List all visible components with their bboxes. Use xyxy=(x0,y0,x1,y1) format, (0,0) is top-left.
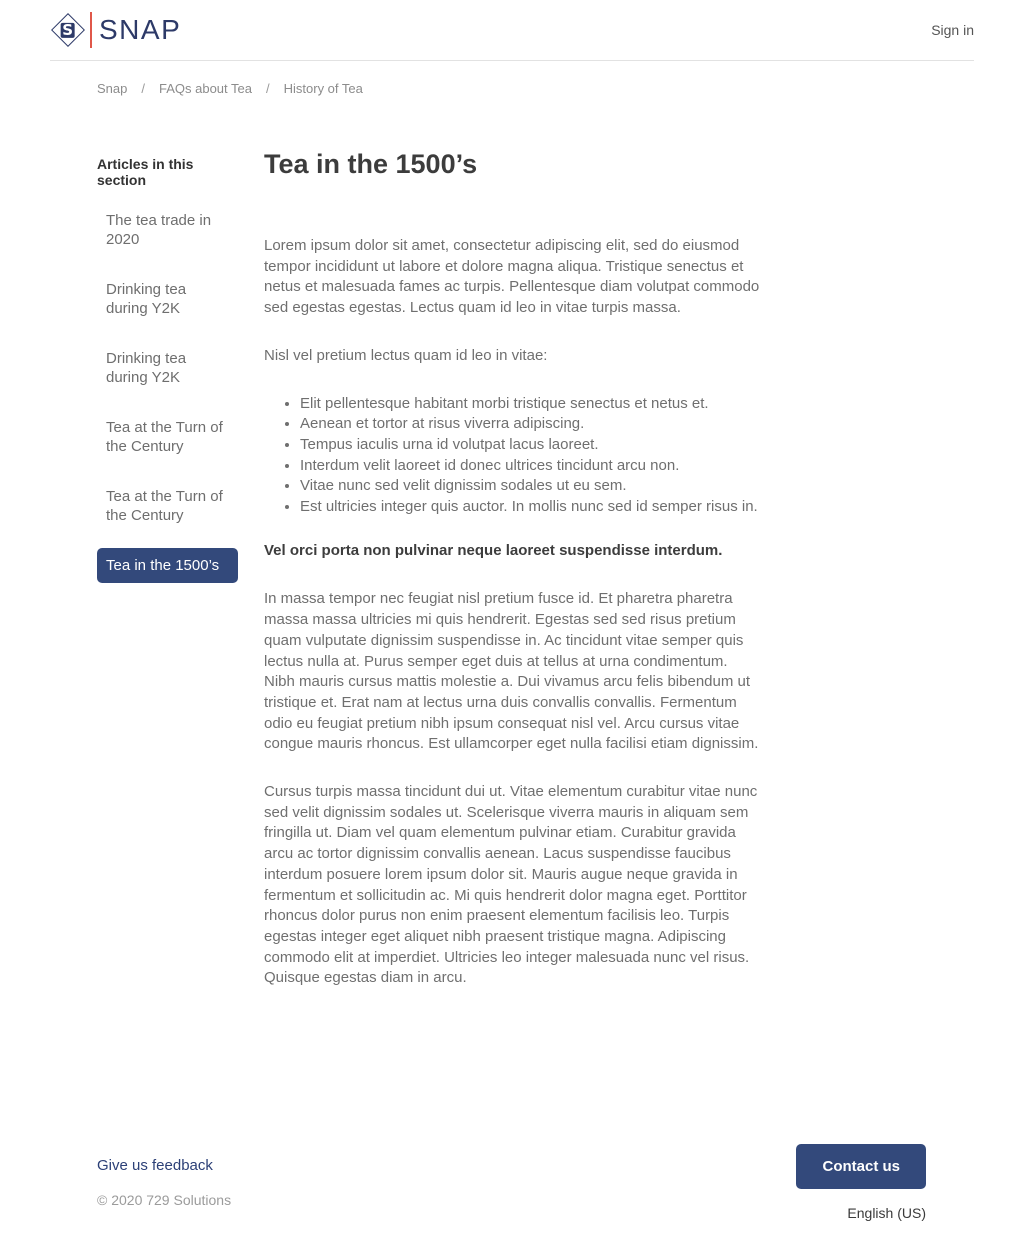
bullet-item: • Vitae nunc sed velit dignissim sodales ut eu sem. xyxy=(300,476,760,497)
sign-in-link[interactable]: Sign in xyxy=(931,22,974,38)
breadcrumb-link-snap[interactable]: Snap xyxy=(97,81,128,96)
breadcrumb-separator: / xyxy=(141,81,145,96)
sidebar-articles xyxy=(97,148,238,598)
article xyxy=(264,148,760,1016)
language-selector[interactable]: English (US) xyxy=(847,1205,926,1222)
give-feedback-link[interactable]: Give us feedback xyxy=(97,1157,213,1175)
main-content xyxy=(50,148,974,1016)
article-bold-line: Vel orci porta non pulvinar neque laoreet suspendisse interdum. xyxy=(264,541,723,559)
article-paragraph-1: Lorem ipsum dolor sit amet, consectetur adipiscing elit, sed do eiusmod tempor incididunt ut labore et dolore magna aliqua. Tristique senectus et netus et malesuada fames ac turpis. Pellentesque diam volutpat commodo sed egestas egestas. Lectus quam id leo in vitae turpis massa. xyxy=(264,237,760,317)
copyright-text: © 2020 729 Solutions xyxy=(97,1192,232,1209)
sidebar-item-tea-1500s-active[interactable]: Tea in the 1500’s xyxy=(97,548,238,583)
article-paragraph-4: Cursus turpis massa tincidunt dui ut. Vitae elementum curabitur vitae nunc sed velit dignissim sodales ut. Scelerisque viverra mauris in aliquam sem fringilla ut. Diam vel quam elementum pulvinar etiam. Curabitur gravida arcu ac tortor dignissim convallis aenean. Lacus suspendisse faucibus interdum posuere lorem ipsum dolor sit. Mauris augue neque gravida in fermentum et sollicitudin ac. Mi quis hendrerit dolor magna eget. Porttitor rhoncus dolor purus non enim praesent elementum facilisis leo. Turpis egestas integer eget aliquet nibh praesent tristique magna. Adipiscing commodo elit at imperdiet. Ultricies leo integer malesuada nunc vel risus. Quisque egestas diam in arcu. xyxy=(264,783,758,987)
sidebar-title: Articles in this section xyxy=(97,156,194,188)
breadcrumb xyxy=(97,81,974,96)
snap-diamond-icon xyxy=(50,10,86,50)
sidebar-item-tea-turn-century-1[interactable]: Tea at the Turn of the Century xyxy=(106,419,223,455)
breadcrumb-link-history-of-tea[interactable]: History of Tea xyxy=(283,81,363,96)
article-title: Tea in the 1500’s xyxy=(264,149,478,179)
bullet-item: • Tempus iaculis urna id volutpat lacus laoreet. xyxy=(300,435,760,456)
footer xyxy=(50,1144,974,1247)
logo-divider xyxy=(90,12,92,48)
sidebar-item-drinking-tea-y2k-2[interactable]: Drinking tea during Y2K xyxy=(106,350,187,386)
bullet-item: • Elit pellentesque habitant morbi tristique senectus et netus et. xyxy=(300,394,760,415)
article-paragraph-2: Nisl vel pretium lectus quam id leo in vitae: xyxy=(264,346,548,364)
sidebar-item-drinking-tea-y2k-1[interactable]: Drinking tea during Y2K xyxy=(106,281,187,317)
sidebar-item-tea-trade-2020[interactable]: The tea trade in 2020 xyxy=(106,212,212,248)
breadcrumb-link-faqs-about-tea[interactable]: FAQs about Tea xyxy=(159,81,252,96)
bullet-item: • Aenean et tortor at risus viverra adipiscing. xyxy=(300,414,760,435)
header xyxy=(50,0,974,61)
breadcrumb-separator: / xyxy=(266,81,270,96)
article-bullet-list xyxy=(264,394,760,518)
bullet-item: • Interdum velit laoreet id donec ultrices tincidunt arcu non. xyxy=(300,456,760,477)
contact-us-button[interactable]: Contact us xyxy=(796,1144,926,1189)
article-paragraph-3: In massa tempor nec feugiat nisl pretium fusce id. Et pharetra pharetra massa massa ultricies mi quis hendrerit. Egestas sed sed risus pretium quam vulputate dignissim suspendisse in. Ac tincidunt vitae semper quis lectus nulla at. Purus semper eget duis at tellus at urna condimentum. Nibh mauris cursus mattis molestie a. Dui vivamus arcu felis bibendum ut tristique et. Erat nam at lectus urna duis convallis convallis. Fermentum odio eu feugiat pretium nibh ipsum consequat nisl vel. Arcu cursus vitae congue mauris rhoncus. Est ullamcorper eget nulla facilisi etiam dignissim. xyxy=(264,590,759,753)
sidebar-item-tea-turn-century-2[interactable]: Tea at the Turn of the Century xyxy=(106,488,223,524)
snap-logo[interactable] xyxy=(50,10,181,50)
logo-text: SNAP xyxy=(99,14,182,45)
bullet-item: • Est ultricies integer quis auctor. In mollis nunc sed id semper risus in. xyxy=(300,497,760,518)
logo-s-mark: S xyxy=(62,20,74,39)
